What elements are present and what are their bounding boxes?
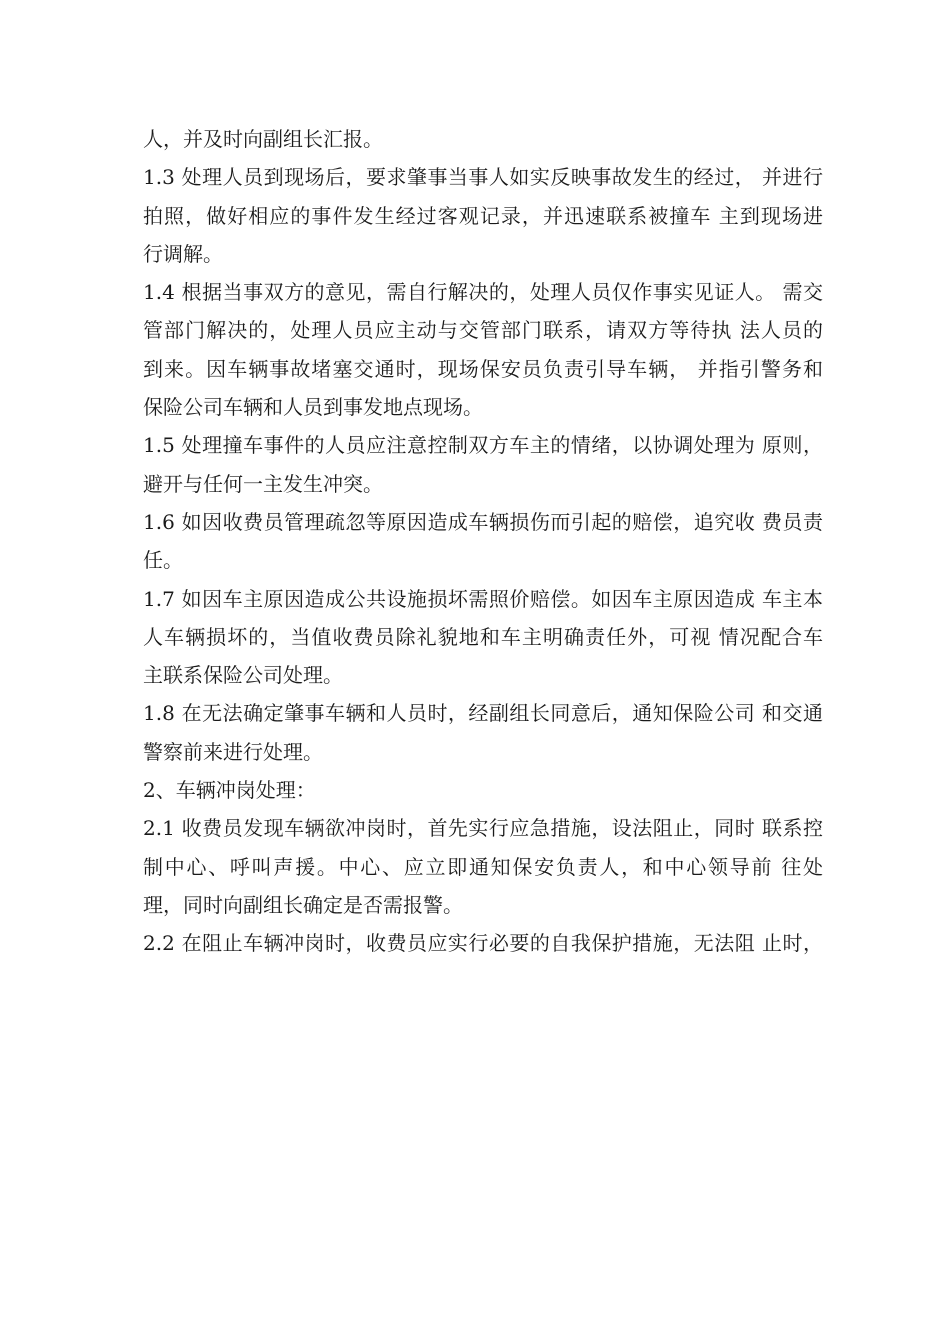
text-line: 1.6 如因收费员管理疏忽等原因造成车辆损伤而引起的赔偿，追究收 费员责 — [143, 509, 823, 534]
text-line: 人车辆损坏的，当值收费员除礼貌地和车主明确责任外，可视 情况配合车 — [143, 624, 823, 649]
text-line: 1.7 如因车主原因造成公共设施损坏需照价赔偿。如因车主原因造成 车主本 — [143, 586, 823, 611]
text-line: 2.2 在阻止车辆冲岗时，收费员应实行必要的自我保护措施，无法阻 止时， — [143, 931, 823, 956]
text-line: 管部门解决的，处理人员应主动与交管部门联系，请双方等待执 法人员的 — [143, 318, 823, 343]
text-line: 1.4 根据当事双方的意见，需自行解决的，处理人员仅作事实见证人。 需交 — [143, 280, 823, 305]
text-line: 理，同时向副组长确定是否需报警。 — [143, 892, 463, 917]
text-line: 主联系保险公司处理。 — [143, 663, 343, 688]
text-line: 1.3 处理人员到现场后，要求肇事当事人如实反映事故发生的经过， 并进行 — [143, 165, 823, 190]
text-line: 制中心、呼叫声援。中心、应立即通知保安负责人，和中心领导前 往处 — [143, 854, 823, 879]
text-line: 保险公司车辆和人员到事发地点现场。 — [143, 395, 483, 420]
text-line: 2.1 收费员发现车辆欲冲岗时，首先实行应急措施，设法阻止，同时 联系控 — [143, 816, 823, 841]
text-line: 警察前来进行处理。 — [143, 739, 323, 764]
text-line: 1.5 处理撞车事件的人员应注意控制双方车主的情绪，以协调处理为 原则， — [143, 433, 823, 458]
text-line: 任。 — [143, 548, 183, 573]
text-line: 人，并及时向副组长汇报。 — [143, 127, 383, 151]
text-line: 行调解。 — [143, 241, 223, 266]
text-line: 避开与任何一主发生冲突。 — [143, 471, 383, 496]
text-line: 1.8 在无法确定肇事车辆和人员时，经副组长同意后，通知保险公司 和交通 — [143, 701, 823, 726]
text-line: 拍照，做好相应的事件发生经过客观记录，并迅速联系被撞车 主到现场进 — [143, 203, 823, 228]
document-body — [143, 120, 823, 963]
text-line: 到来。因车辆事故堵塞交通时，现场保安员负责引导车辆， 并指引警务和 — [143, 356, 823, 381]
text-line: 2、车辆冲岗处理： — [143, 778, 316, 803]
